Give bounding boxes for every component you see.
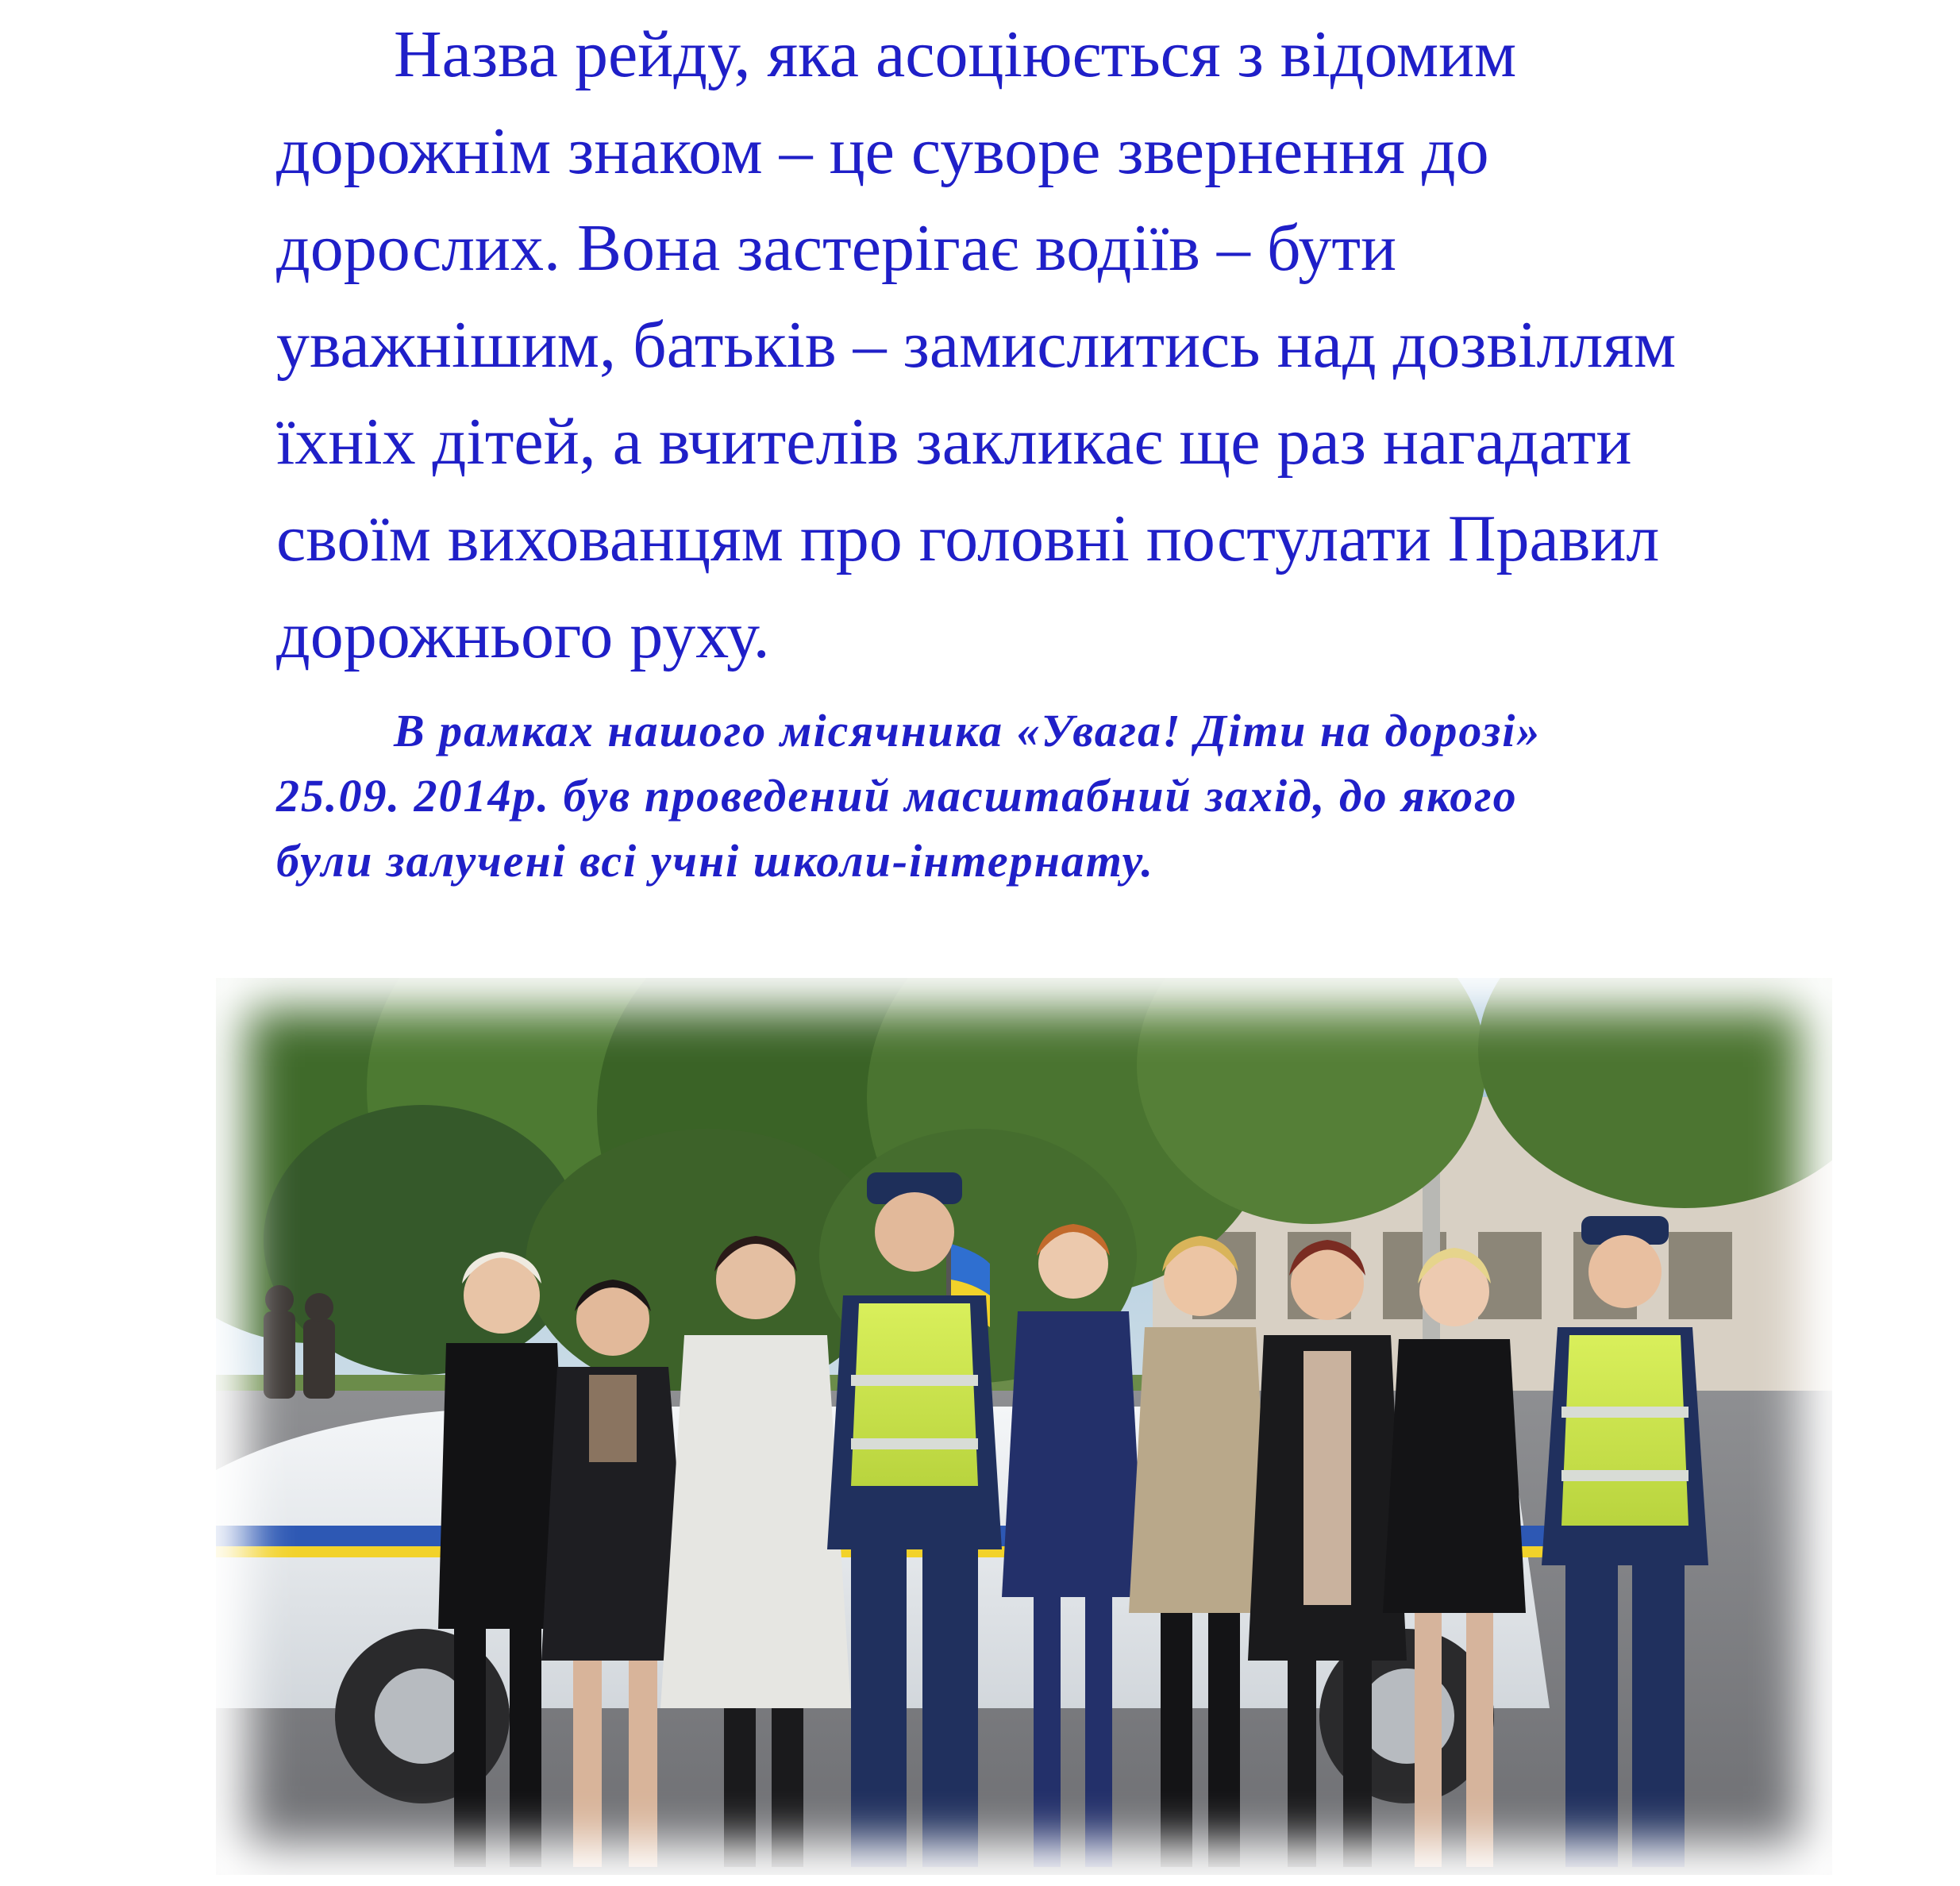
caption-line: були залучені всі учні школи-інтернату.	[276, 835, 1155, 887]
paragraph-line: Назва рейду, яка асоціюється з відомим	[394, 17, 1517, 91]
event-caption	[276, 699, 1832, 894]
group-photo-illustration	[216, 978, 1832, 1875]
caption-line: В рамках нашого місячника «Увага! Діти на дорозі»	[394, 705, 1542, 756]
paragraph-line: дорожнім знаком – це суворе звернення до	[276, 114, 1489, 188]
paragraph-line: дорожнього руху.	[276, 599, 770, 672]
paragraph-line: їхніх дітей, а вчителів закликає ще раз нагадати	[276, 405, 1632, 479]
caption-line: 25.09. 2014р. був проведений масштабний захід, до якого	[276, 770, 1518, 822]
intro-paragraph	[276, 6, 1832, 684]
group-photo	[216, 978, 1832, 1875]
paragraph-line: дорослих. Вона застерігає водіїв – бути	[276, 211, 1397, 285]
paragraph-line: своїм вихованцям про головні постулати Правил	[276, 502, 1660, 575]
paragraph-line: уважнішим, батьків – замислитись над дозвіллям	[276, 308, 1677, 382]
